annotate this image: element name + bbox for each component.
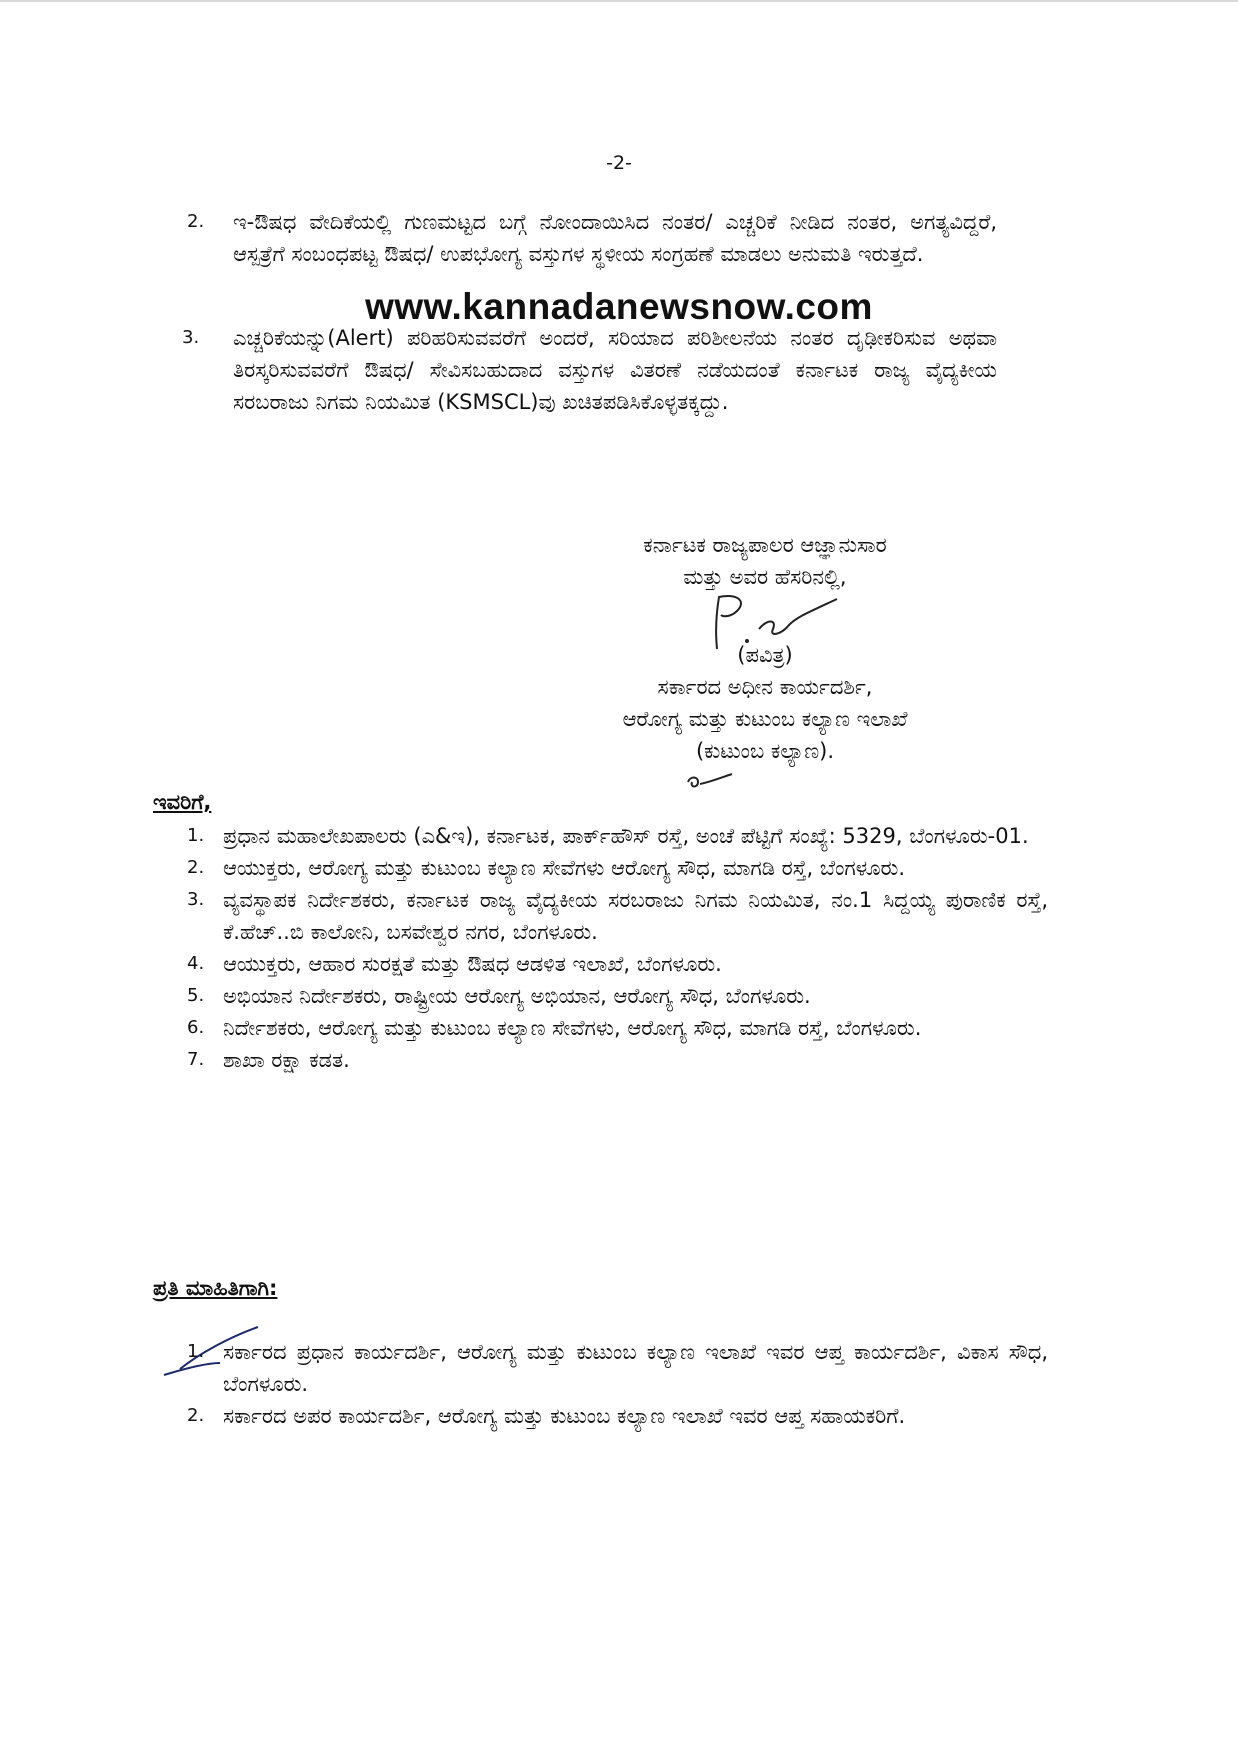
list-item (187, 1044, 1048, 1076)
list-item-text: ಸರ್ಕಾರದ ಅಪರ ಕಾರ್ಯದರ್ಶಿ, ಆರೋಗ್ಯ ಮತ್ತು ಕುಟುಂಬ ಕಲ್ಯಾಣ ಇಲಾಖೆ ಇವರ ಆಪ್ತ ಸಹಾಯಕರಿಗೆ. (223, 1404, 906, 1428)
list-item (187, 1336, 1048, 1400)
list-item-number: 3. (182, 327, 200, 348)
cc-list (187, 1336, 1048, 1432)
list-item (187, 1012, 1048, 1044)
list-item (187, 820, 1048, 852)
signature-line-2: ಮತ್ತು ಅವರ ಹೆಸರಿನಲ್ಲಿ, (683, 565, 847, 589)
list-item-text: ಸರ್ಕಾರದ ಪ್ರಧಾನ ಕಾರ್ಯದರ್ಶಿ, ಆರೋಗ್ಯ ಮತ್ತು ಕುಟುಂಬ ಕಲ್ಯಾಣ ಇಲಾಖೆ ಇವರ ಆಪ್ತ ಕಾರ್ಯದರ್ಶಿ, ವಿಕಾಸ ಸೌಧ, ಬೆಂಗಳೂರು. (223, 1340, 1048, 1396)
signatory-department: ಆರೋಗ್ಯ ಮತ್ತು ಕುಟುಂಬ ಕಲ್ಯಾಣ ಇಲಾಖೆ (622, 707, 908, 731)
list-item (182, 322, 997, 418)
handwritten-signature (707, 589, 847, 655)
to-heading: ಇವರಿಗೆ, (153, 790, 212, 814)
list-item (187, 884, 1048, 948)
cc-heading: ಪ್ರತಿ ಮಾಹಿತಿಗಾಗಿ: (153, 1276, 278, 1300)
initial-mark (684, 770, 734, 792)
list-item-number: 1. (187, 1341, 205, 1362)
list-item-text: ಆಯುಕ್ತರು, ಆಹಾರ ಸುರಕ್ಷತೆ ಮತ್ತು ಔಷಧ ಆಡಳಿತ ಇಲಾಖೆ, ಬೆಂಗಳೂರು. (223, 952, 722, 976)
list-item (187, 980, 1048, 1012)
scan-edge (0, 0, 1238, 2)
signatory-designation: ಸರ್ಕಾರದ ಅಧೀನ ಕಾರ್ಯದರ್ಶಿ, (657, 675, 873, 699)
signature-line-1: ಕರ್ನಾಟಕ ರಾಜ್ಯಪಾಲರ ಆಜ್ಞಾನುಸಾರ (643, 533, 887, 557)
list-item-text: ಎಚ್ಚರಿಕೆಯನ್ನು(Alert) ಪರಿಹರಿಸುವವರೆಗೆ ಅಂದರೆ, ಸರಿಯಾದ ಪರಿಶೀಲನೆಯ ನಂತರ ದೃಢೀಕರಿಸುವ ಅಥವಾ ತಿರಸ್ಕರಿಸುವವರೆಗೆ ಔಷಧ/ ಸೇವಿಸಬಹುದಾದ ವಸ್ತುಗಳ ವಿತರಣೆ ನಡೆಯದಂತೆ ಕರ್ನಾಟಕ ರಾಜ್ಯ ವೈದ್ಯಕೀಯ ಸರಬರಾಜು ನಿಗಮ ನಿಯಮಿತ (KSMSCL)ವು ಖಚಿತಪಡಿಸಿಕೊಳ್ಳತಕ್ಕದ್ದು. (233, 326, 997, 414)
page-number: -2- (606, 152, 632, 174)
list-item-number: 2. (187, 857, 205, 878)
list-item-text: ನಿರ್ದೇಶಕರು, ಆರೋಗ್ಯ ಮತ್ತು ಕುಟುಂಬ ಕಲ್ಯಾಣ ಸೇವೆಗಳು, ಆರೋಗ್ಯ ಸೌಧ, ಮಾಗಡಿ ರಸ್ತೆ, ಬೆಂಗಳೂರು. (223, 1016, 922, 1040)
list-item-number: 3. (187, 889, 205, 910)
signatory-section: (ಕುಟುಂಬ ಕಲ್ಯಾಣ). (695, 739, 835, 763)
list-item-text: ಶಾಖಾ ರಕ್ಷಾ ಕಡತ. (223, 1048, 350, 1072)
list-item (187, 206, 997, 270)
list-item (187, 1400, 1048, 1432)
list-item-text: ಪ್ರಧಾನ ಮಹಾಲೇಖಪಾಲರು (ಎ&ಇ), ಕರ್ನಾಟಕ, ಪಾರ್ಕ್‌ಹೌಸ್ ರಸ್ತೆ, ಅಂಚೆ ಪೆಟ್ಟಿಗೆ ಸಂಖ್ಯೆ: 5329, ಬೆಂಗಳೂರು-01. (223, 824, 1029, 848)
list-item-number: 2. (187, 1405, 205, 1426)
list-item-text: ಆಯುಕ್ತರು, ಆರೋಗ್ಯ ಮತ್ತು ಕುಟುಂಬ ಕಲ್ಯಾಣ ಸೇವೆಗಳು ಆರೋಗ್ಯ ಸೌಧ, ಮಾಗಡಿ ರಸ್ತೆ, ಬೆಂಗಳೂರು. (223, 856, 906, 880)
list-item-number: 6. (187, 1017, 205, 1038)
list-item-number: 7. (187, 1049, 205, 1070)
list-item-text: ವ್ಯವಸ್ಥಾಪಕ ನಿರ್ದೇಶಕರು, ಕರ್ನಾಟಕ ರಾಜ್ಯ ವೈದ್ಯಕೀಯ ಸರಬರಾಜು ನಿಗಮ ನಿಯಮಿತ, ನಂ.1 ಸಿದ್ದಯ್ಯ ಪುರಾಣಿಕ ರಸ್ತೆ, ಕೆ.ಹೆಚ್..ಬಿ ಕಾಲೋನಿ, ಬಸವೇಶ್ವರ ನಗರ, ಬೆಂಗಳೂರು. (223, 888, 1048, 944)
to-list (187, 820, 1048, 1076)
list-item (187, 948, 1048, 980)
list-item-text: ಅಭಿಯಾನ ನಿರ್ದೇಶಕರು, ರಾಷ್ಟ್ರೀಯ ಆರೋಗ್ಯ ಅಭಿಯಾನ, ಆರೋಗ್ಯ ಸೌಧ, ಬೆಂಗಳೂರು. (223, 984, 811, 1008)
list-item (187, 852, 1048, 884)
list-item-number: 1. (187, 825, 205, 846)
list-item-number: 5. (187, 985, 205, 1006)
list-item-text: ಇ-ಔಷಧ ವೇದಿಕೆಯಲ್ಲಿ ಗುಣಮಟ್ಟದ ಬಗ್ಗೆ ನೋಂದಾಯಿಸಿದ ನಂತರ/ ಎಚ್ಚರಿಕೆ ನೀಡಿದ ನಂತರ, ಅಗತ್ಯವಿದ್ದರೆ, ಆಸ್ಪತ್ರೆಗೆ ಸಂಬಂಧಪಟ್ಟ ಔಷಧ/ ಉಪಭೋಗ್ಯ ವಸ್ತುಗಳ ಸ್ಥಳೀಯ ಸಂಗ್ರಹಣೆ ಮಾಡಲು ಅನುಮತಿ ಇರುತ್ತದೆ. (233, 210, 997, 266)
watermark: www.kannadanewsnow.com (365, 286, 873, 327)
list-item-number: 4. (187, 953, 205, 974)
list-item-number: 2. (187, 211, 205, 232)
signatory-name: (ಪವಿತ್ರ) (737, 643, 793, 667)
